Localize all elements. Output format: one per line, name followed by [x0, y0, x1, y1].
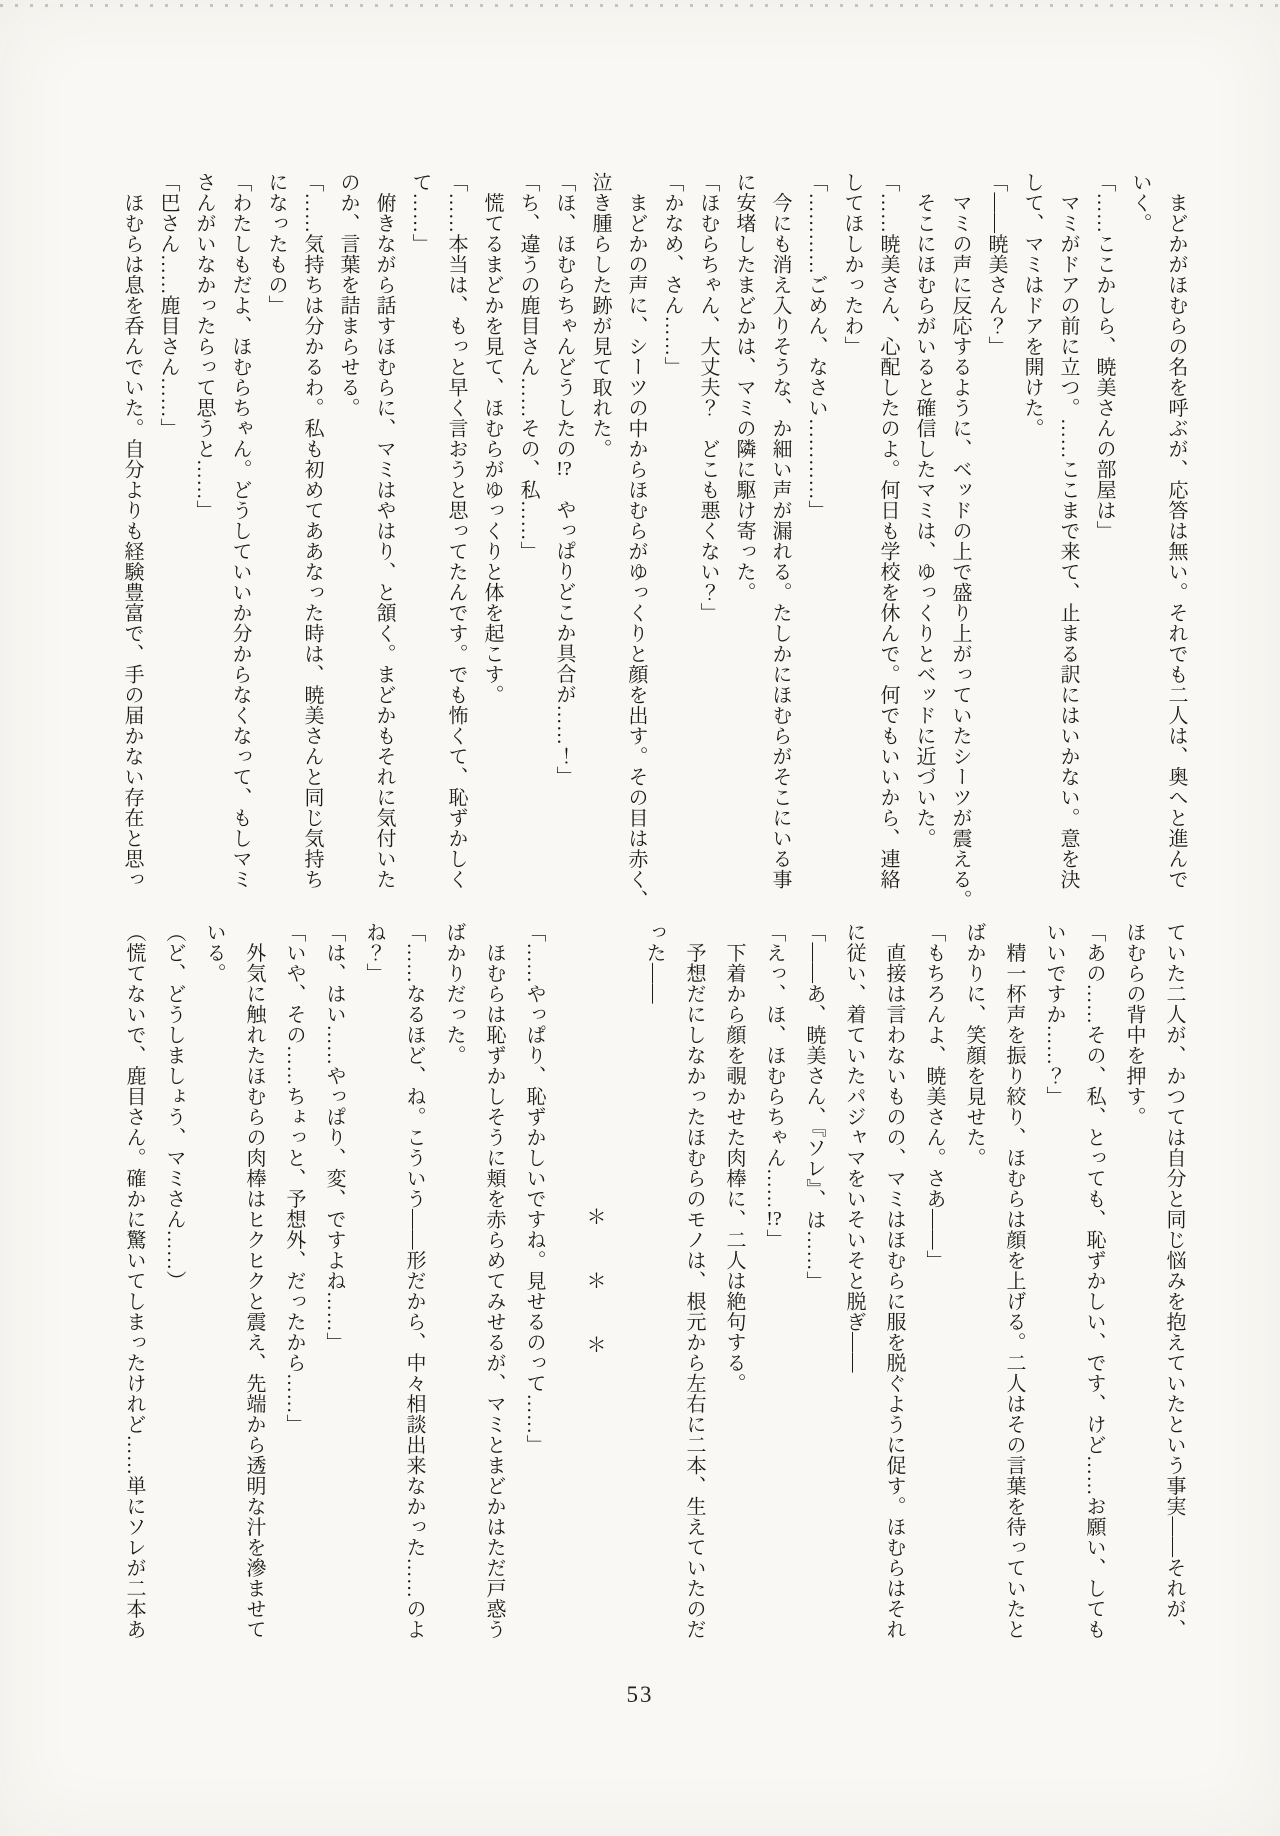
page-number: 53: [626, 1682, 654, 1707]
text-line: マミの声に反応するように、ベッドの上で盛り上がっていたシーツが震える。: [949, 172, 971, 910]
text-line: いいですか……？」: [1043, 922, 1065, 1107]
text-line: 「かなめ、さん……」: [661, 172, 683, 377]
text-line: （慌てないで、鹿目さん。確かに驚いてしまったけれど……単にソレが二本あ: [123, 922, 145, 1640]
text-line: 「もちろんよ、暁美さん。さあ――」: [923, 922, 945, 1271]
exclamation-question-mark: !?: [766, 1209, 782, 1229]
text-line: ばかりに、笑顔を見せた。: [963, 922, 985, 1168]
text-line: 今にも消え入りそうな、か細い声が漏れる。たしかにほむらがそこにいる事: [769, 172, 791, 890]
text-line: のか、言葉を詰まらせる。: [337, 172, 359, 418]
text-line: 「……本当は、もっと早く言おうと思ってたんです。でも怖くて、恥ずかしく: [445, 172, 467, 890]
text-line: て……」: [409, 172, 431, 254]
text-block-bottom: [114, 922, 1194, 1650]
text-line: さんがいなかったらって思うと……」: [193, 172, 215, 521]
text-line: ていた二人が、かつては自分と同じ悩みを抱えていたという事実――それが、: [1163, 922, 1185, 1640]
text-line: して、マミはドアを開けた。: [1021, 172, 1043, 439]
text-line: 俯きながら話すほむらに、マミはやはり、と頷く。まどかもそれに気付いた: [373, 172, 395, 890]
text-line: 「は、はい……やっぱり、変、ですよね……」: [323, 922, 345, 1353]
text-line: 「……暁美さん、心配したのよ。何日も学校を休んで。何でもいいから、連絡: [877, 172, 899, 890]
text-line: ほむらは息を呑んでいた。自分よりも経験豊富で、手の届かない存在と思っ: [121, 172, 143, 890]
text-line: いく。: [1129, 172, 1151, 234]
text-line: 精一杯声を振り絞り、ほむらは顔を上げる。二人はその言葉を待っていたと: [1003, 922, 1025, 1640]
text-line: 「…………ごめん、なさい…………」: [805, 172, 827, 521]
text-line: 「えっ、ほ、ほむらちゃん……!?」: [763, 922, 785, 1250]
text-line: してほしかったわ」: [841, 172, 863, 357]
text-line: ほむらは恥ずかしそうに頬を赤らめてみせるが、マミとまどかはただ戸惑う: [483, 922, 505, 1640]
text-line: に従い、着ていたパジャマをいそいそと脱ぎ――: [843, 922, 865, 1373]
text-line: 「――暁美さん？」: [985, 172, 1007, 357]
text-line: った――: [643, 922, 665, 1004]
text-line: に安堵したまどかは、マミの隣に駆け寄った。: [733, 172, 755, 603]
text-line: 外気に触れたほむらの肉棒はヒクヒクと震え、先端から透明な汁を滲ませて: [243, 922, 265, 1640]
text-line: まどかの声に、シーツの中からほむらがゆっくりと顔を出す。その目は赤く、: [625, 172, 647, 910]
text-line: 「ほむらちゃん、大丈夫？ どこも悪くない？」: [697, 172, 719, 623]
text-line: 慌てるまどかを見て、ほむらがゆっくりと体を起こす。: [481, 172, 503, 705]
text-line: ばかりだった。: [443, 922, 465, 1066]
text-line: 「……ここかしら、暁美さんの部屋は」: [1093, 172, 1115, 541]
text-line: 「……気持ちは分かるわ。私も初めてああなった時は、暁美さんと同じ気持ち: [301, 172, 323, 890]
text-line: になったもの」: [265, 172, 287, 316]
text-line: 「ち、違うの鹿目さん……その、私……」: [517, 172, 539, 562]
text-line: 「わたしもだよ、ほむらちゃん。どうしていいか分からなくなって、もしマミ: [229, 172, 251, 890]
text-line: （ど、どうしましょう、マミさん……）: [163, 922, 185, 1291]
text-line: 予想だにしなかったほむらのモノは、根元から左右に二本、生えていたのだ: [683, 922, 705, 1640]
scan-dots-artifact: [0, 4, 1280, 7]
text-line: 「ほ、ほむらちゃんどうしたの!? やっぱりどこか具合が……！」: [553, 172, 575, 787]
exclamation-question-mark: !?: [556, 459, 572, 479]
text-line: 「……やっぱり、恥ずかしいですね。見せるのって……」: [523, 922, 545, 1455]
text-line: 「……なるほど、ね。こういう――形だから、中々相談出来なかった……のよ: [403, 922, 425, 1640]
text-line: 泣き腫らした跡が見て取れた。: [589, 172, 611, 459]
text-line: 「いや、その……ちょっと、予想外、だったから……」: [283, 922, 305, 1435]
text-line: 直接は言わないものの、マミはほむらに服を脱ぐように促す。ほむらはそれ: [883, 922, 905, 1640]
text-line: ね？」: [363, 922, 385, 984]
text-line: いる。: [203, 922, 225, 984]
text-line: まどかがほむらの名を呼ぶが、応答は無い。それでも二人は、奥へと進んで: [1165, 172, 1187, 890]
text-line: 「あの……その、私、とっても、恥ずかしい、です、けど……お願い、しても: [1083, 922, 1105, 1640]
text-line: マミがドアの前に立つ。……ここまで来て、止まる訳にはいかない。意を決: [1057, 172, 1079, 890]
text-line: ほむらの背中を押す。: [1123, 922, 1145, 1127]
text-block-top: [114, 172, 1194, 916]
section-separator: ＊ ＊ ＊: [583, 1206, 605, 1366]
text-line: そこにほむらがいると確信したマミは、ゆっくりとベッドに近づいた。: [913, 172, 935, 849]
text-line: 「――あ、暁美さん、『ソレ』、は……」: [803, 922, 825, 1292]
text-line: 下着から顔を覗かせた肉棒に、二人は絶句する。: [723, 922, 745, 1394]
text-line: 「巴さん……鹿目さん……」: [157, 172, 179, 439]
